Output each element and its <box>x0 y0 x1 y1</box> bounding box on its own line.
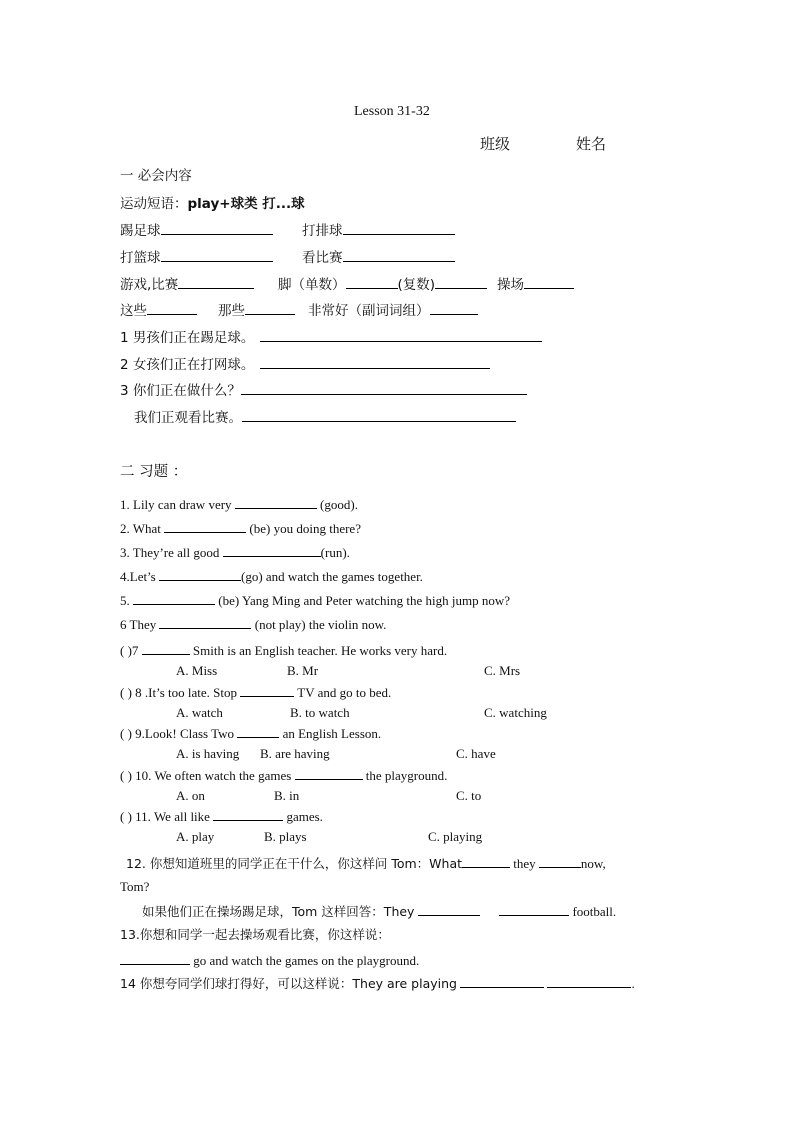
q11-option-b[interactable]: B. plays <box>264 829 307 844</box>
question-5 <box>120 592 510 609</box>
vocab-row-1 <box>120 222 273 239</box>
question-2 <box>120 520 361 537</box>
answer-blank[interactable] <box>343 249 455 262</box>
q11-text: We all like <box>153 809 210 824</box>
answer-blank[interactable] <box>241 382 527 395</box>
question-14 <box>120 975 635 992</box>
vocab-row-2b <box>302 249 455 266</box>
answer-blank[interactable] <box>235 496 317 509</box>
q10-text: We often watch the games <box>154 768 292 783</box>
answer-blank[interactable] <box>547 975 631 988</box>
question-12 <box>126 855 606 872</box>
q7-option-c[interactable]: C. Mrs <box>484 663 521 678</box>
phrase-line <box>120 196 305 212</box>
answer-blank[interactable] <box>295 767 363 780</box>
answer-blank[interactable] <box>499 903 569 916</box>
q9-option-c[interactable]: C. have <box>456 746 496 761</box>
q4-text: 4.Let’s <box>120 569 156 584</box>
question-12-tom: Tom? <box>120 879 150 894</box>
answer-blank[interactable] <box>161 222 273 235</box>
answer-blank[interactable] <box>524 276 574 289</box>
q12-football: football. <box>572 904 617 919</box>
answer-blank[interactable] <box>159 568 241 581</box>
question-4 <box>120 568 423 585</box>
question-12-answer <box>142 903 616 920</box>
answer-blank[interactable] <box>178 276 254 289</box>
sentence-4 <box>134 409 516 426</box>
q10-option-c[interactable]: C. to <box>456 788 482 803</box>
answer-blank[interactable] <box>147 302 197 315</box>
q9-text: Look! Class Two <box>144 726 235 741</box>
answer-blank[interactable] <box>460 975 544 988</box>
q10-text-end: the playground. <box>365 768 448 783</box>
question-1 <box>120 496 358 513</box>
vocab-row-4b <box>218 302 295 319</box>
answer-blank[interactable] <box>430 302 478 315</box>
q9-option-a[interactable]: A. is having <box>176 746 240 761</box>
vocab-very: 非常好（副词词组） <box>308 303 430 319</box>
question-13-answer <box>120 952 419 969</box>
class-label: 班级 <box>480 135 511 153</box>
sentence-3 <box>120 382 527 399</box>
vocab-watch-game: 看比赛 <box>302 250 343 266</box>
answer-blank[interactable] <box>142 642 190 655</box>
q9-paren: ( ) 9. <box>120 726 145 741</box>
q8-text: It’s too late. Stop <box>148 685 238 700</box>
question-6 <box>120 616 386 633</box>
vocab-row-3 <box>120 276 254 293</box>
answer-blank[interactable] <box>260 329 542 342</box>
question-3 <box>120 544 350 561</box>
phrase-bold: play+球类 打...球 <box>187 196 305 212</box>
q12-answer-text: 如果他们正在操场踢足球，Tom 这样回答：They <box>142 904 415 919</box>
answer-blank[interactable] <box>539 855 581 868</box>
section2-heading: 二 习题 ： <box>120 464 188 480</box>
answer-blank[interactable] <box>242 409 516 422</box>
question-8 <box>120 684 391 701</box>
q11-text-end: games. <box>286 809 323 824</box>
q8-option-c[interactable]: C. watching <box>484 705 547 720</box>
answer-blank[interactable] <box>223 544 321 557</box>
q12-now: now, <box>580 856 606 871</box>
q7-paren: ( )7 <box>120 643 139 658</box>
q8-option-a[interactable]: A. watch <box>176 705 223 720</box>
q3-text: 3. They’re all good <box>120 545 220 560</box>
q8-paren: ( ) 8 . <box>120 685 149 700</box>
answer-blank[interactable] <box>343 222 455 235</box>
q7-text: Smith is an English teacher. He works very hard. <box>192 643 448 658</box>
q11-option-c[interactable]: C. playing <box>428 829 483 844</box>
q6-text: 6 They <box>120 617 157 632</box>
answer-blank[interactable] <box>213 808 283 821</box>
q10-option-a[interactable]: A. on <box>176 788 205 803</box>
answer-blank[interactable] <box>435 276 487 289</box>
question-11 <box>120 808 323 825</box>
name-label: 姓名 <box>576 135 607 153</box>
answer-blank[interactable] <box>161 249 273 262</box>
question-13: 13.你想和同学一起去操场观看比赛，你这样说： <box>120 927 390 942</box>
answer-blank[interactable] <box>245 302 295 315</box>
section1-heading: 一 必会内容 <box>120 168 192 184</box>
q2-hint: (be) you doing there? <box>249 521 361 536</box>
answer-blank[interactable] <box>418 903 480 916</box>
q11-paren: ( ) 11. <box>120 809 151 824</box>
answer-blank[interactable] <box>120 952 190 965</box>
vocab-plural: (复数) <box>397 277 436 293</box>
q7-option-a[interactable]: A. Miss <box>176 663 218 678</box>
question-9 <box>120 725 381 742</box>
vocab-play-basketball: 打篮球 <box>120 250 161 266</box>
question-10 <box>120 767 447 784</box>
q14-text: 14 你想夸同学们球打得好，可以这样说：They are playing <box>120 976 457 991</box>
q13-text: go and watch the games on the playground. <box>193 953 420 968</box>
vocab-these: 这些 <box>120 303 147 319</box>
vocab-row-2 <box>120 249 273 266</box>
q2-text: 2. What <box>120 521 161 536</box>
answer-blank[interactable] <box>159 616 251 629</box>
answer-blank[interactable] <box>260 356 490 369</box>
answer-blank[interactable] <box>133 592 215 605</box>
answer-blank[interactable] <box>462 855 510 868</box>
sentence-4-text: 我们正观看比赛。 <box>134 410 242 426</box>
answer-blank[interactable] <box>237 725 279 738</box>
vocab-playground: 操场 <box>497 277 524 293</box>
q8-option-b[interactable]: B. to watch <box>290 705 350 720</box>
vocab-row-3b <box>278 276 487 293</box>
vocab-kick-football: 踢足球 <box>120 223 161 239</box>
q12-text: 12. 你想知道班里的同学正在干什么，你这样问 Tom：What <box>126 856 463 871</box>
answer-blank[interactable] <box>164 520 246 533</box>
answer-blank[interactable] <box>346 276 398 289</box>
q4-hint: (go) and watch the games together. <box>241 569 423 584</box>
q1-hint: (good). <box>320 497 358 512</box>
vocab-game-match: 游戏,比赛 <box>120 277 179 293</box>
q9-text-end: an English Lesson. <box>282 726 382 741</box>
vocab-foot: 脚（单数） <box>278 277 346 293</box>
q6-hint: (not play) the violin now. <box>254 617 387 632</box>
q5-hint: (be) Yang Ming and Peter watching the high jump now? <box>218 593 510 608</box>
sentence-1-text: 1 男孩们正在踢足球。 <box>120 330 255 346</box>
vocab-row-1b <box>302 222 455 239</box>
vocab-those: 那些 <box>218 303 245 319</box>
vocab-row-4 <box>120 302 197 319</box>
phrase-intro: 运动短语： <box>120 196 188 212</box>
vocab-play-volleyball: 打排球 <box>302 223 343 239</box>
q1-text: 1. Lily can draw very <box>120 497 232 512</box>
sentence-1 <box>120 329 542 346</box>
q3-hint: (run). <box>320 545 350 560</box>
question-7 <box>120 642 447 659</box>
q12-they: they <box>513 856 536 871</box>
page-title: Lesson 31-32 <box>354 104 430 119</box>
vocab-row-4c <box>308 302 478 319</box>
q10-paren: ( ) 10. <box>120 768 152 783</box>
sentence-3-text: 3 你们正在做什么？ <box>120 383 241 399</box>
q8-text-end: TV and go to bed. <box>297 685 392 700</box>
q14-period: . <box>631 976 635 991</box>
q11-option-a[interactable]: A. play <box>176 829 215 844</box>
sentence-2-text: 2 女孩们正在打网球。 <box>120 357 255 373</box>
sentence-2 <box>120 356 490 373</box>
q10-option-b[interactable]: B. in <box>274 788 300 803</box>
q7-option-b[interactable]: B. Mr <box>287 663 319 678</box>
answer-blank[interactable] <box>240 684 294 697</box>
vocab-row-3c <box>497 276 574 293</box>
q9-option-b[interactable]: B. are having <box>260 746 330 761</box>
q5-text: 5. <box>120 593 130 608</box>
